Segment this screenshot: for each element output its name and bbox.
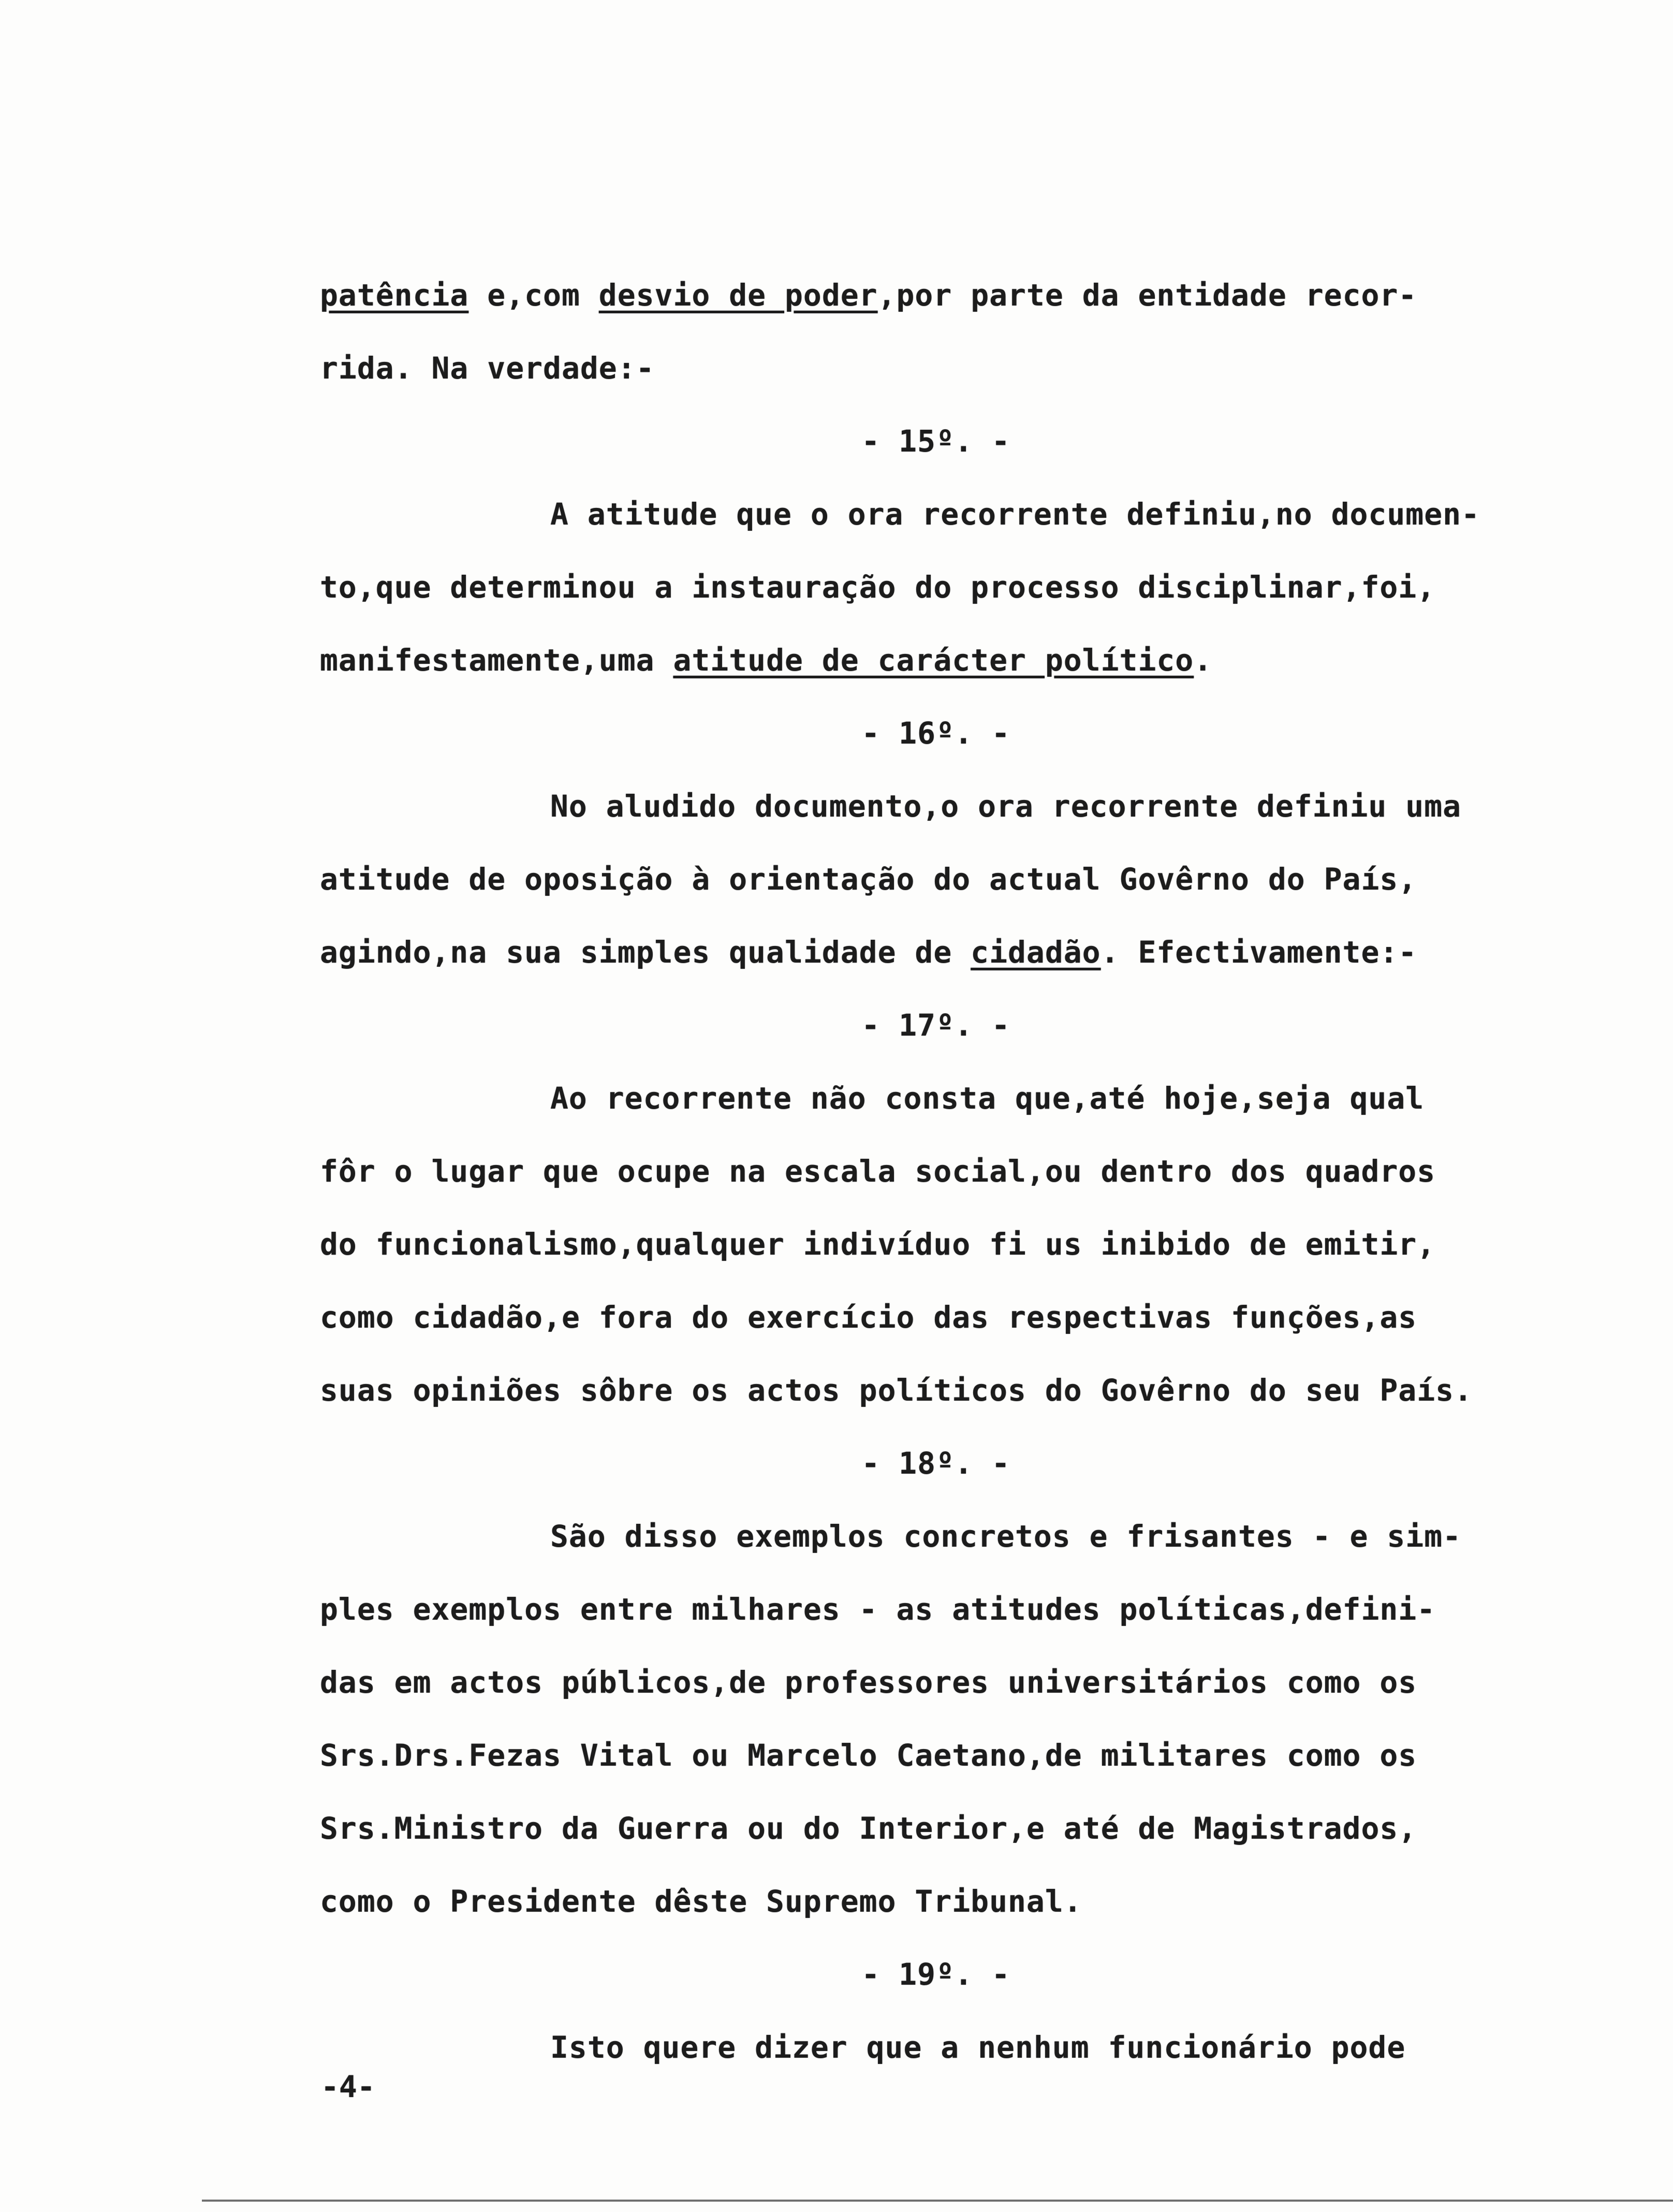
text-line: [320, 259, 1552, 332]
scan-edge-line: [202, 2200, 1673, 2202]
underlined-text: patência: [320, 278, 469, 313]
text-line: [320, 1135, 1552, 1208]
text-segment: agindo,na sua simples qualidade de: [320, 935, 971, 970]
text-segment: No aludido documento,o ora recorrente definiu uma: [550, 789, 1462, 824]
text-line: [320, 1208, 1552, 1281]
text-line: [320, 624, 1552, 697]
text-line: [320, 1500, 1552, 1573]
text-line: [320, 1646, 1552, 1719]
paragraph-number: - 17º. -: [861, 1008, 1010, 1043]
underlined-text: atitude de carácter político: [673, 643, 1194, 678]
text-segment: ples exemplos entre milhares - as atitudes políticas,defini-: [320, 1592, 1436, 1627]
underlined-text: cidadão: [971, 935, 1101, 970]
text-line: [320, 1281, 1552, 1354]
text-segment: fôr o lugar que ocupe na escala social,ou dentro dos quadros: [320, 1154, 1436, 1189]
underlined-text: desvio de poder: [598, 278, 878, 313]
text-segment: suas opiniões sôbre os actos políticos do Govêrno do seu País.: [320, 1373, 1473, 1408]
text-segment: atitude de oposição à orientação do actual Govêrno do País,: [320, 862, 1417, 897]
text-segment: Srs.Drs.Fezas Vital ou Marcelo Caetano,de militares como os: [320, 1738, 1417, 1773]
page-number: -4-: [321, 2069, 375, 2104]
text-segment: manifestamente,uma: [320, 643, 673, 678]
paragraph-number: - 15º. -: [861, 424, 1010, 459]
text-segment: e,com: [468, 278, 599, 313]
text-line: [320, 478, 1552, 551]
text-segment: . Efectivamente:-: [1100, 935, 1417, 970]
text-segment: São disso exemplos concretos e frisantes - e sim-: [550, 1519, 1462, 1554]
text-segment: como cidadão,e fora do exercício das respectivas funções,as: [320, 1300, 1417, 1335]
text-segment: do funcionalismo,qualquer indivíduo fi us inibido de emitir,: [320, 1227, 1436, 1262]
text-segment: rida. Na verdade:-: [320, 351, 655, 386]
text-line: [320, 1719, 1552, 1792]
text-line: [320, 1354, 1552, 1427]
text-line: [320, 770, 1552, 843]
text-line: [320, 332, 1552, 405]
text-line: [320, 1865, 1552, 1938]
text-segment: Ao recorrente não consta que,até hoje,seja qual: [550, 1081, 1425, 1116]
text-line: [320, 1062, 1552, 1135]
text-segment: Isto quere dizer que a nenhum funcionário pode: [550, 2030, 1406, 2065]
paragraph-number: - 19º. -: [861, 1957, 1010, 1992]
paragraph-number: - 16º. -: [861, 716, 1010, 751]
text-segment: como o Presidente dêste Supremo Tribunal.: [320, 1884, 1082, 1919]
text-line: [320, 2011, 1552, 2084]
text-line: [320, 551, 1552, 624]
text-segment: Srs.Ministro da Guerra ou do Interior,e até de Magistrados,: [320, 1811, 1417, 1846]
document-body: [320, 259, 1552, 2084]
text-segment: to,que determinou a instauração do processo disciplinar,foi,: [320, 570, 1436, 605]
text-segment: .: [1194, 643, 1213, 678]
text-segment: A atitude que o ora recorrente definiu,no documen-: [550, 497, 1480, 532]
text-line: [320, 843, 1552, 916]
text-line: [320, 1573, 1552, 1646]
text-line: [320, 916, 1552, 989]
text-line: [320, 1792, 1552, 1865]
paragraph-number: - 18º. -: [861, 1446, 1010, 1481]
text-segment: das em actos públicos,de professores universitários como os: [320, 1665, 1417, 1700]
text-segment: ,por parte da entidade recor-: [877, 278, 1417, 313]
